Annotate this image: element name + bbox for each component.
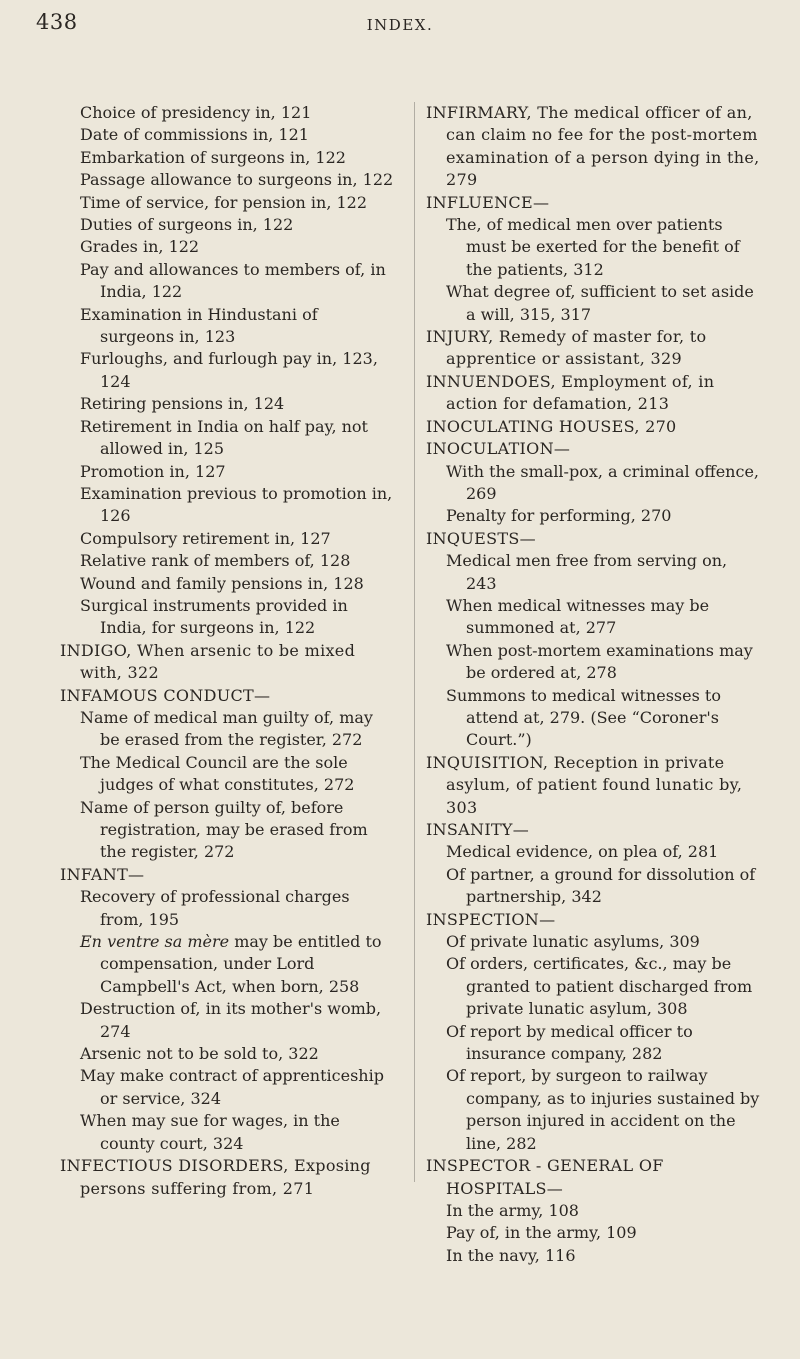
index-subentry: Surgical instruments provided in India, for surgeons in, 122	[80, 595, 348, 638]
index-heading: INNUENDOES, Employment of, in action for defamation, 213	[426, 371, 715, 414]
index-heading: INOCULATING HOUSES, 270	[426, 416, 677, 436]
index-subentry: Date of commissions in, 121	[80, 125, 309, 145]
index-subentry: Of partner, a ground for dissolution of partnership, 342	[446, 864, 756, 907]
index-subentry: Of private lunatic asylums, 309	[446, 932, 700, 952]
index-subentry: Relative rank of members of, 128	[80, 551, 351, 571]
index-subentry: Of report by medical officer to insurance company, 282	[446, 1021, 693, 1064]
index-subentry: Medical evidence, on plea of, 281	[446, 842, 719, 862]
column-divider	[414, 102, 415, 1182]
index-subentry: Penalty for performing, 270	[446, 506, 672, 526]
index-subentry: May make contract of apprenticeship or service, 324	[80, 1066, 384, 1108]
index-subentry: Grades in, 122	[80, 237, 200, 257]
index-subentry: When post-mortem examinations may be ordered at, 278	[446, 640, 753, 683]
index-subentry: Compulsory retirement in, 127	[80, 528, 331, 548]
index-subentry: Summons to medical witnesses to attend at, 279. (See “Coroner's Court.”)	[446, 685, 721, 750]
index-subentry: Name of medical man guilty of, may be erased from the register, 272	[80, 707, 373, 750]
index-heading: INFANT—	[60, 864, 145, 884]
index-subentry: Choice of presidency in, 121	[80, 103, 312, 122]
index-subentry: The Medical Council are the sole judges of what constitutes, 272	[80, 752, 355, 795]
index-subentry: Passage allowance to surgeons in, 122	[80, 170, 394, 190]
index-subentry: Promotion in, 127	[80, 461, 226, 481]
index-subentry: Time of service, for pension in, 122	[80, 192, 368, 212]
index-subentry: Destruction of, in its mother's womb, 274	[80, 999, 382, 1041]
index-subentry	[60, 931, 395, 998]
index-subentry: Duties of surgeons in, 122	[80, 215, 294, 235]
index-subentry: Retirement in India on half pay, not allowed in, 125	[80, 416, 368, 459]
index-subentry: Of report, by surgeon to railway company, as to injuries sustained by person injured in accident on the line, 282	[446, 1066, 760, 1153]
index-heading: INFAMOUS CONDUCT—	[60, 685, 271, 705]
index-subentry: With the small-pox, a criminal offence, 269	[446, 461, 759, 503]
index-subentry: Of orders, certificates, &c., may be granted to patient discharged from private lunatic asylum, 308	[446, 954, 753, 1019]
index-heading: INDIGO, When arsenic to be mixed with, 322	[60, 640, 356, 683]
index-subentry: Embarkation of surgeons in, 122	[80, 147, 346, 167]
index-subentry: Name of person guilty of, before registration, may be erased from the register, 272	[80, 797, 368, 862]
index-heading: INQUESTS—	[426, 528, 536, 548]
index-column-left	[60, 102, 395, 1200]
page-number: 438	[36, 10, 78, 34]
index-heading: INJURY, Remedy of master for, to apprentice or assistant, 329	[426, 327, 707, 369]
index-subentry: Medical men free from serving on, 243	[446, 551, 728, 593]
index-heading: INOCULATION—	[426, 439, 571, 459]
running-header: INDEX.	[366, 16, 434, 34]
index-subentry: When may sue for wages, in the county court, 324	[80, 1111, 340, 1153]
index-subentry: In the army, 108	[446, 1200, 579, 1220]
index-heading: INSANITY—	[426, 820, 530, 839]
index-subentry: Examination in Hindustani of surgeons in, 123	[80, 304, 318, 347]
index-subentry: When medical witnesses may be summoned at, 277	[446, 595, 710, 638]
index-subentry: Arsenic not to be sold to, 322	[80, 1044, 319, 1064]
index-heading: INQUISITION, Reception in private asylum, of patient found lunatic by, 303	[426, 752, 743, 817]
index-subentry: Furloughs, and furlough pay in, 123, 124	[80, 349, 378, 391]
index-subentry-italic: En ventre sa mère	[80, 932, 230, 952]
index-subentry: Wound and family pensions in, 128	[80, 573, 364, 593]
index-subentry: Pay and allowances to members of, in India, 122	[80, 259, 386, 302]
index-heading: INFECTIOUS DISORDERS, Exposing persons suffering from, 271	[60, 1156, 371, 1198]
index-heading: INFIRMARY, The medical officer of an, can claim no fee for the post-mortem examination of a person dying in the, 279	[426, 103, 760, 190]
index-subentry: Retiring pensions in, 124	[80, 394, 285, 414]
index-subentry: Recovery of professional charges from, 195	[80, 887, 350, 929]
index-heading: INFLUENCE—	[426, 192, 550, 212]
index-heading: INSPECTION—	[426, 909, 556, 929]
index-subentry-text: may be entitled to compensation, under Lord Campbell's Act, when born, 258	[100, 932, 382, 996]
index-subentry: Examination previous to promotion in, 126	[80, 483, 393, 526]
index-column-right	[426, 102, 761, 1267]
index-subentry: Pay of, in the army, 109	[446, 1223, 637, 1243]
index-subentry: The, of medical men over patients must be exerted for the benefit of the patients, 312	[446, 215, 740, 279]
index-subentry: In the navy, 116	[446, 1245, 576, 1265]
index-subentry: What degree of, sufficient to set aside a will, 315, 317	[446, 282, 754, 324]
index-heading: INSPECTOR - GENERAL OF HOSPITALS—	[426, 1156, 664, 1198]
